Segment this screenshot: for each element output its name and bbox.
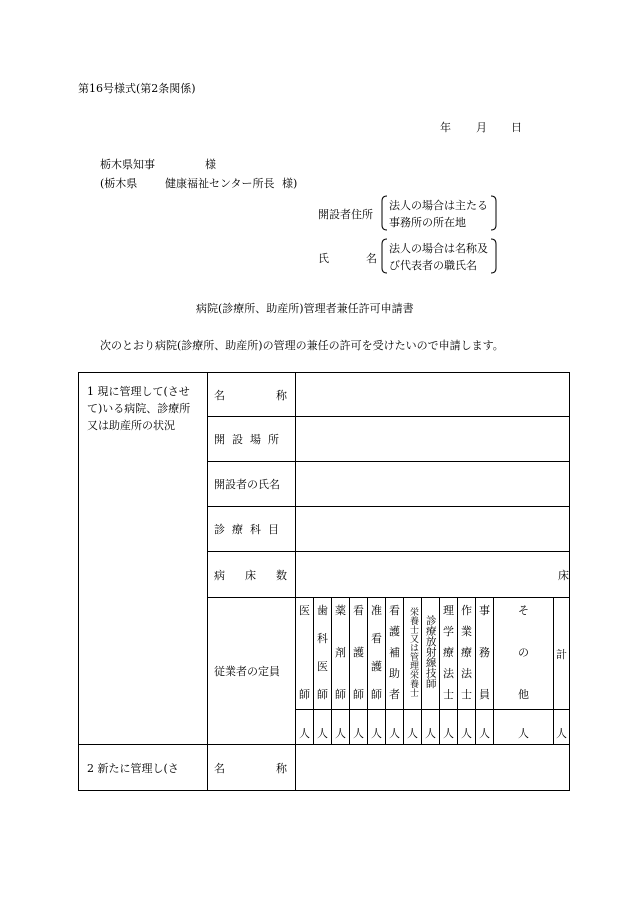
staff-count-dietitian[interactable]: 人 [404, 710, 422, 745]
staff-header-nurse: 看 護 師 [350, 598, 368, 710]
staff-count-nurse[interactable]: 人 [350, 710, 368, 745]
label-cell: 名 称 [208, 745, 296, 791]
applicant-address-note-1: 法人の場合は主たる [389, 199, 488, 212]
departments-label: 診療科目 [208, 507, 296, 552]
staff-count-total[interactable]: 人 [554, 710, 570, 745]
founder-name-field[interactable] [296, 462, 570, 507]
staff-header-dentist: 歯 科 医 師 [314, 598, 332, 710]
staff-label: 従業者の定員 [208, 598, 296, 745]
staff-count-occupational-therapist[interactable]: 人 [458, 710, 476, 745]
addressee-center-open: (栃木県 [100, 177, 138, 190]
left-bracket-icon [380, 238, 388, 274]
staff-count-nursing-aide[interactable]: 人 [386, 710, 404, 745]
applicant-address-label: 開設者住所 [318, 208, 373, 221]
date-month: 月 [476, 121, 487, 134]
applicant-name-label-1: 氏 [318, 252, 329, 265]
addressee-center: 健康福祉センター所長 [165, 177, 275, 190]
table-row [79, 373, 570, 417]
section2-title: 2 新たに管理し(さ [79, 745, 208, 791]
addressee-governor: 栃木県知事 [100, 158, 155, 171]
document-intro: 次のとおり病院(診療所、助産所)の管理の兼任の許可を受けたいので申請します。 [100, 339, 504, 352]
applicant-name-label-2: 名 [366, 252, 377, 265]
applicant-name-note-1: 法人の場合は名称及 [389, 242, 488, 255]
staff-header-other: そ の 他 [494, 598, 554, 710]
staff-header-total: 計 [554, 598, 570, 710]
applicant-name-note-2: び代表者の職氏名 [389, 259, 477, 272]
section1-title: 1 現に管理して(させて)いる病院、診療所又は助産所の状況 [79, 373, 208, 745]
left-bracket-icon [380, 195, 388, 231]
date-day: 日 [511, 121, 522, 134]
beds-label: 病 床 数 [208, 552, 296, 598]
departments-field[interactable] [296, 507, 570, 552]
applicant-address-note-2: 事務所の所在地 [389, 216, 466, 229]
staff-header-occupational-therapist: 作 業 療 法 士 [458, 598, 476, 710]
section2-name-field[interactable] [296, 745, 570, 791]
staff-count-clerk[interactable]: 人 [476, 710, 494, 745]
beds-field[interactable] [296, 552, 570, 598]
founder-name-label: 開設者の氏名 [208, 462, 296, 507]
date-year: 年 [440, 121, 451, 134]
staff-count-other[interactable]: 人 [494, 710, 554, 745]
staff-header-physical-therapist: 理 学 療 法 士 [440, 598, 458, 710]
addressee-center-suffix: 様) [282, 177, 298, 190]
facility-name-field[interactable] [296, 373, 570, 417]
staff-count-dentist[interactable]: 人 [314, 710, 332, 745]
staff-count-radiologic-tech[interactable]: 人 [422, 710, 440, 745]
staff-header-assistant-nurse: 准 看 護 師 [368, 598, 386, 710]
staff-header-dietitian: 栄養士又は管理栄養士 [404, 598, 422, 710]
location-label: 開設場所 [208, 417, 296, 462]
beds-unit: 床 [558, 568, 569, 582]
location-field[interactable] [296, 417, 570, 462]
document-title: 病院(診療所、助産所)管理者兼任許可申請書 [196, 302, 414, 315]
label-cell: 名 称 [208, 373, 296, 417]
staff-count-doctor[interactable]: 人 [296, 710, 314, 745]
staff-count-physical-therapist[interactable]: 人 [440, 710, 458, 745]
staff-header-nursing-aide: 看 護 補 助 者 [386, 598, 404, 710]
staff-header-doctor: 医 師 [296, 598, 314, 710]
staff-header-radiologic-tech: 診療放射線技師 [422, 598, 440, 710]
right-bracket-icon [490, 238, 498, 274]
addressee-governor-suffix: 様 [205, 158, 216, 171]
right-bracket-icon [490, 195, 498, 231]
staff-count-assistant-nurse[interactable]: 人 [368, 710, 386, 745]
staff-header-clerk: 事 務 員 [476, 598, 494, 710]
staff-header-pharmacist: 薬 剤 師 [332, 598, 350, 710]
application-table [78, 372, 570, 791]
table-row [79, 745, 570, 791]
form-number: 第16号様式(第2条関係) [78, 82, 196, 95]
staff-count-pharmacist[interactable]: 人 [332, 710, 350, 745]
